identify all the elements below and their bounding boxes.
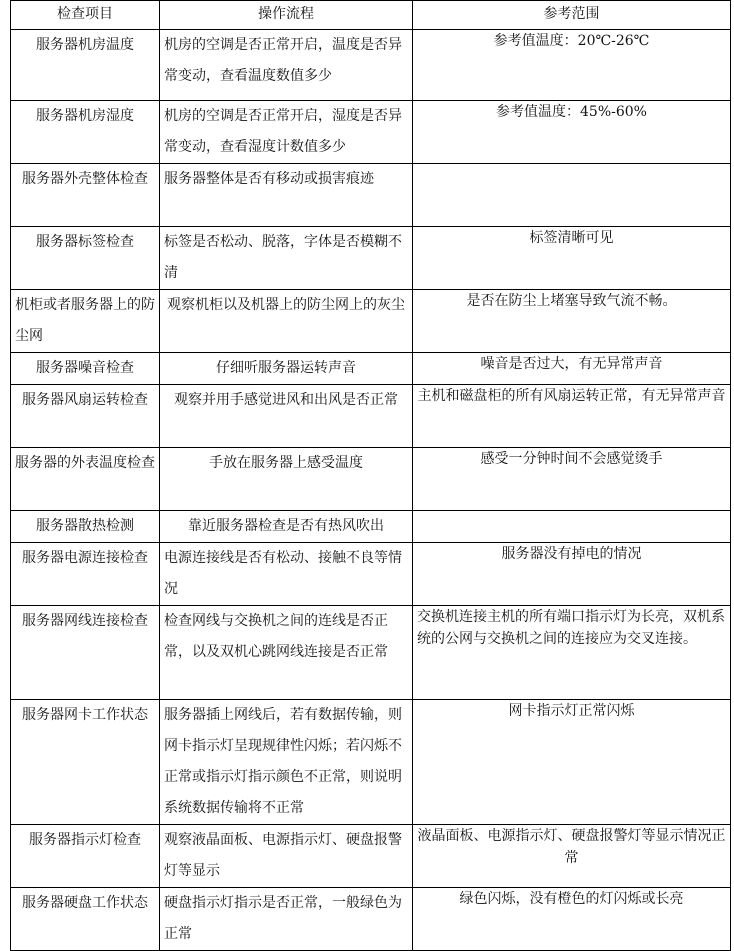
item-cell: 服务器网线连接检查 [11,606,160,700]
reference-cell: 标签清晰可见 [413,227,731,290]
table-row [11,30,731,101]
item-cell: 服务器指示灯检查 [11,825,160,888]
procedure-cell: 手放在服务器上感受温度 [160,448,413,511]
procedure-cell: 仔细听服务器运转声音 [160,353,413,385]
table-row [11,606,731,700]
table-row [11,700,731,825]
item-cell: 服务器机房湿度 [11,101,160,164]
table-row [11,385,731,448]
reference-cell: 感受一分钟时间不会感觉烫手 [413,448,731,511]
procedure-cell: 观察机柜以及机器上的防尘网上的灰尘 [160,290,413,353]
reference-cell: 服务器没有掉电的情况 [413,543,731,606]
item-cell: 服务器标签检查 [11,227,160,290]
table-row [11,448,731,511]
reference-cell: 参考值温度：20℃-26℃ [413,30,731,101]
item-cell: 服务器散热检测 [11,511,160,543]
procedure-cell: 检查网线与交换机之间的连线是否正常，以及双机心跳网线连接是否正常 [160,606,413,700]
item-cell: 服务器外壳整体检查 [11,164,160,227]
procedure-cell: 观察液晶面板、电源指示灯、硬盘报警灯等显示 [160,825,413,888]
procedure-cell: 机房的空调是否正常开启，湿度是否异常变动，查看湿度计数值多少 [160,101,413,164]
item-cell: 服务器电源连接检查 [11,543,160,606]
item-cell: 服务器的外表温度检查 [11,448,160,511]
table-row [11,290,731,353]
reference-cell [413,164,731,227]
header-procedure: 操作流程 [160,1,413,30]
procedure-cell: 电源连接线是否有松动、接触不良等情况 [160,543,413,606]
reference-cell: 主机和磁盘柜的所有风扇运转正常，有无异常声音 [413,385,731,448]
header-item: 检查项目 [11,1,160,30]
reference-cell: 噪音是否过大，有无异常声音 [413,353,731,385]
item-cell: 服务器网卡工作状态 [11,700,160,825]
reference-cell [413,511,731,543]
reference-cell: 液晶面板、电源指示灯、硬盘报警灯等显示情况正常 [413,825,731,888]
procedure-cell: 机房的空调是否正常开启，温度是否异常变动，查看温度数值多少 [160,30,413,101]
header-row [11,1,731,30]
item-cell: 机柜或者服务器上的防尘网 [11,290,160,353]
reference-cell: 交换机连接主机的所有端口指示灯为长亮，双机系统的公网与交换机之间的连接应为交叉连接。 [413,606,731,700]
inspection-table [10,0,731,951]
item-cell: 服务器硬盘工作状态 [11,888,160,951]
item-cell: 服务器机房温度 [11,30,160,101]
table-row [11,227,731,290]
table-row [11,543,731,606]
reference-cell: 是否在防尘上堵塞导致气流不畅。 [413,290,731,353]
procedure-cell: 观察并用手感觉进风和出风是否正常 [160,385,413,448]
table-row [11,353,731,385]
procedure-cell: 服务器插上网线后，若有数据传输，则网卡指示灯呈现规律性闪烁；若闪烁不正常或指示灯指示颜色不正常，则说明系统数据传输将不正常 [160,700,413,825]
table-row [11,164,731,227]
table-row [11,101,731,164]
reference-cell: 网卡指示灯正常闪烁 [413,700,731,825]
table-row [11,888,731,951]
header-reference: 参考范围 [413,1,731,30]
table-row [11,511,731,543]
procedure-cell: 靠近服务器检查是否有热风吹出 [160,511,413,543]
item-cell: 服务器风扇运转检查 [11,385,160,448]
reference-cell: 参考值温度：45%-60% [413,101,731,164]
item-cell: 服务器噪音检查 [11,353,160,385]
procedure-cell: 标签是否松动、脱落，字体是否模糊不清 [160,227,413,290]
reference-cell: 绿色闪烁，没有橙色的灯闪烁或长亮 [413,888,731,951]
table-row [11,825,731,888]
procedure-cell: 服务器整体是否有移动或损害痕迹 [160,164,413,227]
procedure-cell: 硬盘指示灯指示是否正常，一般绿色为正常 [160,888,413,951]
